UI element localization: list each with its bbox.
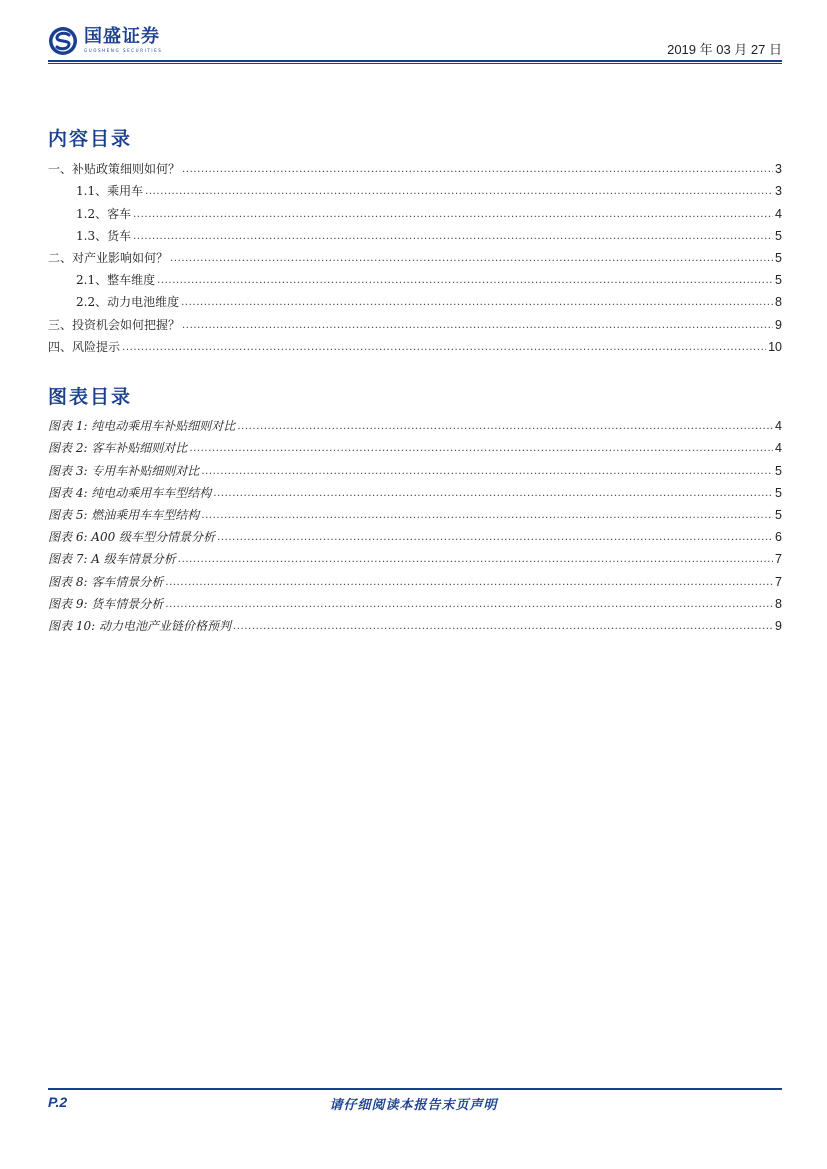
leader-dots [201,465,773,479]
contents-entry[interactable] [48,244,782,266]
leader-dots [122,341,766,355]
leader-dots [217,531,773,545]
leader-dots [237,420,773,434]
leader-dots [133,230,773,244]
leader-dots [133,208,773,222]
entry-label: 2.1、整车维度 [76,273,156,288]
entry-page-number: 3 [775,184,782,199]
leader-dots [182,163,773,177]
entry-page-number: 10 [768,339,782,354]
page-header [48,26,782,62]
contents-entry[interactable] [48,155,782,177]
figures-list [48,412,782,634]
entry-label: 1.2、客车 [76,206,132,221]
figure-entry[interactable] [48,590,782,612]
header-divider-thin [48,63,782,64]
entry-label: 图表 7: A 级车情景分析 [48,552,176,567]
entry-page-number: 5 [775,463,782,478]
contents-title: 内容目录 [48,128,133,150]
leader-dots [181,296,773,310]
entry-page-number: 7 [775,574,782,589]
entry-label: 1.1、乘用车 [76,184,144,199]
entry-label: 图表 8: 客车情景分析 [48,574,164,589]
entry-page-number: 9 [775,618,782,633]
leader-dots [165,576,773,590]
contents-entry[interactable] [48,177,782,199]
entry-label: 图表 5: 燃油乘用车车型结构 [48,507,200,522]
entry-label: 图表 6: A00 级车型分情景分析 [48,530,216,545]
entry-label: 图表 1: 纯电动乘用车补贴细则对比 [48,419,236,434]
logo-subtext: GUOSHENG SECURITIES [84,48,163,53]
entry-page-number: 4 [775,206,782,221]
figure-entry[interactable] [48,479,782,501]
figure-entry[interactable] [48,456,782,478]
contents-entry[interactable] [48,333,782,355]
header-divider [48,60,782,62]
entry-label: 三、投资机会如何把握？ [48,317,181,332]
figure-entry[interactable] [48,545,782,567]
contents-entry[interactable] [48,222,782,244]
entry-page-number: 5 [775,250,782,265]
entry-page-number: 5 [775,485,782,500]
entry-page-number: 3 [775,162,782,177]
entry-label: 一、补贴政策细则如何？ [48,162,181,177]
leader-dots [165,598,773,612]
entry-label: 2.2、动力电池维度 [76,295,180,310]
entry-page-number: 5 [775,273,782,288]
entry-page-number: 4 [775,419,782,434]
entry-label: 图表 9: 货车情景分析 [48,596,164,611]
leader-dots [145,185,773,199]
entry-label: 二、对产业影响如何？ [48,250,169,265]
entry-label: 图表 4: 纯电动乘用车车型结构 [48,485,212,500]
figure-entry[interactable] [48,434,782,456]
entry-label: 1.3、货车 [76,228,132,243]
contents-entry[interactable] [48,310,782,332]
report-date: 2019 年 03 月 27 日 [667,42,782,57]
leader-dots [157,274,773,288]
entry-page-number: 9 [775,317,782,332]
leader-dots [201,509,773,523]
leader-dots [170,252,773,266]
entry-page-number: 8 [775,295,782,310]
leader-dots [182,319,773,333]
contents-entry[interactable] [48,266,782,288]
company-logo [48,26,162,60]
footer-disclaimer: 请仔细阅读本报告末页声明 [329,1098,498,1113]
leader-dots [233,620,773,634]
figure-entry[interactable] [48,501,782,523]
leader-dots [178,553,773,567]
figure-entry[interactable] [48,612,782,634]
entry-label: 图表 10: 动力电池产业链价格预判 [48,618,231,633]
contents-entry[interactable] [48,288,782,310]
contents-list [48,155,782,355]
entry-page-number: 8 [775,596,782,611]
figure-entry[interactable] [48,412,782,434]
entry-page-number: 6 [775,530,782,545]
figure-entry[interactable] [48,567,782,589]
entry-page-number: 7 [775,552,782,567]
leader-dots [189,442,773,456]
contents-entry[interactable] [48,199,782,221]
entry-page-number: 5 [775,228,782,243]
entry-label: 图表 3: 专用车补贴细则对比 [48,463,200,478]
guosheng-logo-icon [48,26,78,56]
leader-dots [213,487,773,501]
page-number: P.2 [48,1094,68,1110]
figure-entry[interactable] [48,523,782,545]
entry-label: 四、风险提示 [48,339,121,354]
logo-text: 国盛证券 [84,26,160,47]
entry-page-number: 4 [775,441,782,456]
footer-divider [48,1088,782,1090]
entry-label: 图表 2: 客车补贴细则对比 [48,441,188,456]
figures-title: 图表目录 [48,386,133,408]
entry-page-number: 5 [775,507,782,522]
